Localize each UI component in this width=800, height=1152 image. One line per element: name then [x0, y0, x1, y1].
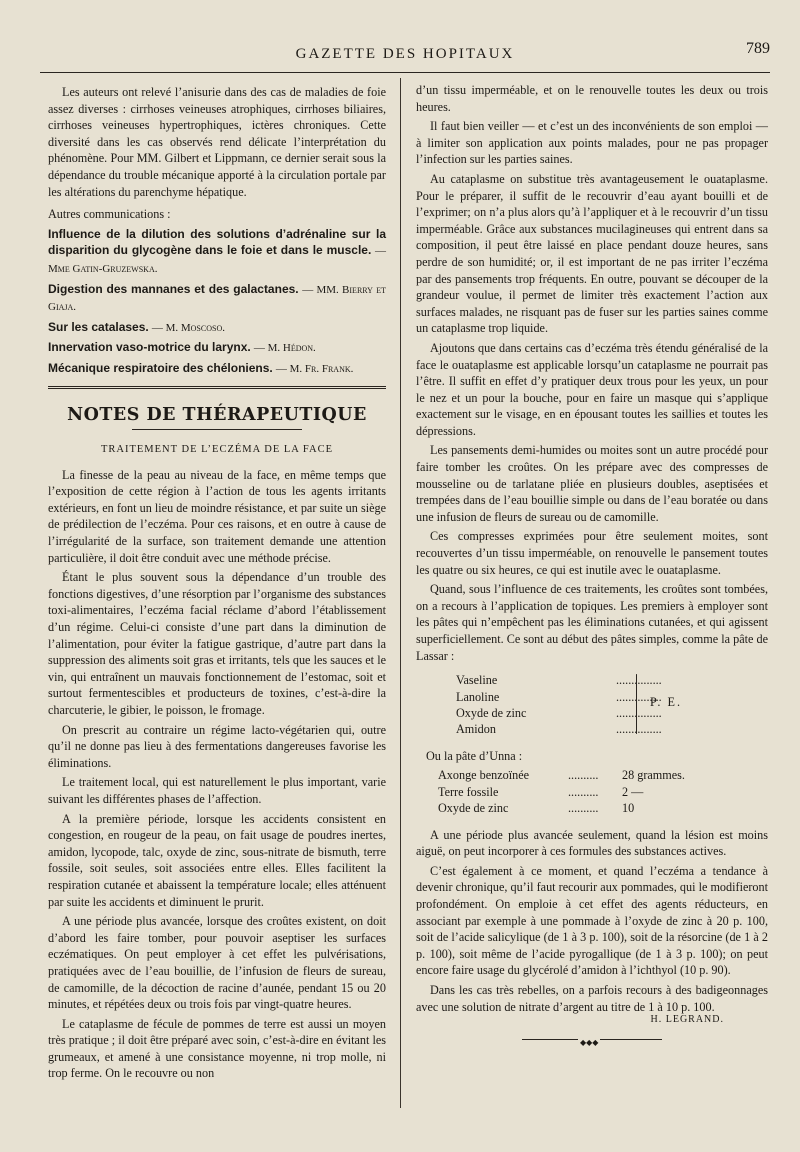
communication-item: [48, 226, 386, 278]
article-paragraph: Dans les cas très rebelles, on a parfois recours à des badigeonnages avec une solution de nitrate d’argent au titre de 1 à 10 p. 100.: [416, 982, 768, 1014]
column-divider: [400, 78, 401, 1108]
unna-paste-formula: [416, 767, 768, 816]
ingredient-quantity: 2 —: [622, 784, 644, 799]
article-paragraph: d’un tissu imperméable, et on le renouvelle toutes les deux ou trois heures.: [416, 83, 768, 114]
ingredient-name: Axonge benzoïnée: [438, 768, 530, 783]
article-paragraph: C’est également à ce moment, et quand l’eczéma a tendance à devenir chronique, qu’il faut recourir aux pommades, qui le modifieront profondément. On emploie à cet effet des agents réducteurs, en associant par exemple à une pommade à l’oxyde de zinc à 20 p. 100, soit de l’acide salicylique (de 1 à 3 p. 100), soit de la résorcine (de 1 à 2 p. 100), soit même de l’acide pyrogallique (de 1 à 3 p. 100); on peut encore faire usage du glycérolé d’amidon à l’ichthyol (10 p. 90).: [416, 863, 768, 978]
title-rule: [132, 429, 302, 430]
header-rule: [40, 72, 770, 73]
communication-item: [48, 281, 386, 316]
communication-author: — M. Fr. Frank.: [275, 362, 354, 375]
communication-title: Digestion des mannanes et des galactanes.: [48, 281, 299, 296]
article-paragraph: Ajoutons que dans certains cas d’eczéma très étendu généralisé de la face le ouataplasme est applicable lorsqu’un cataplasme ne pourrait pas l’être. Il suffit en effet d’y pratiquer deux trous pour les yeux, un pour le nez et un pour la bouche, pour en faire un masque qui s’applique exactement sur le visage, en en épousant toutes les saillies et toutes les dépressions.: [416, 340, 768, 438]
ingredient-name: Amidon: [456, 722, 496, 737]
communication-item: [48, 319, 386, 337]
communication-author: — M. Hédon.: [253, 342, 316, 355]
unna-intro: Ou la pâte d’Unna :: [426, 748, 523, 763]
ingredient-name: Lanoline: [456, 689, 500, 704]
ingredient-name: Vaseline: [456, 673, 498, 688]
page-number: 789: [746, 40, 770, 57]
formula-row: Amidon ...............: [456, 722, 662, 737]
communication-title: Influence de la dilution des solutions d’adrénaline sur la disparition du glycogène dans le foie et dans le muscle.: [48, 226, 386, 258]
communication-author: — MM. Bierry et Giaja.: [48, 283, 386, 314]
communication-title: Mécanique respiratoire des chéloniens.: [48, 360, 273, 375]
communication-item: [48, 360, 386, 378]
article-paragraph: Ces compresses exprimées pour être seulement moites, sont recouvertes d’un tissu imperméable, on renouvelle le pansement toutes les quatre ou six heures, ce qui est inutile avec le ouataplasme.: [416, 529, 768, 577]
ingredient-name: Oxyde de zinc: [456, 706, 527, 720]
formula-row: Lanoline ...............: [456, 689, 662, 704]
end-ornament: ◆◆◆: [522, 1039, 662, 1040]
ingredient-name: Terre fossile: [438, 784, 499, 799]
other-communications-label: Autres communications :: [48, 207, 171, 222]
article-paragraph: Le traitement local, qui est naturellement le plus important, varie suivant les différentes phases de l’affection.: [48, 775, 386, 806]
author-signature: H. LEGRAND.: [650, 1014, 724, 1026]
formula-row: Axonge benzoïnée .......... 28 grammes.: [438, 768, 685, 783]
ingredient-quantity: 28 grammes.: [622, 768, 685, 783]
intro-paragraph: Les auteurs ont relevé l’anisurie dans des cas de maladies de foie assez diverses : cirrhoses veineuses atrophiques, cirrhoses biliaires, cirrhoses veineuses hypertrophiques, ictères chroniques. Cette diversité dans les cas observés rend délicate l’interprétation du phénomène. Pour MM. Gilbert et Lippmann, ce dernier serait sous la dépendance du trouble mécanique apporté à la circulation portale par les altérations du parenchyme hépatique.: [48, 85, 386, 199]
article-paragraph: A une période plus avancée, lorsque des croûtes existent, on doit d’abord les faire tomber, pour pouvoir aseptiser les surfaces eczématiques. On peut employer à cet effet les pulvérisations, pratiquées avec de l’eau bouillie, de l’infusion de fleurs de sureau, de camomille, de la décoction de racine d’aunée, pendant 15 ou 20 minutes, et répétées deux ou trois fois par vingt-quatre heures.: [48, 914, 386, 1012]
article-paragraph: La finesse de la peau au niveau de la face, en même temps que l’exposition de cette région à l’action de tous les agents irritants extérieurs, en font un lieu de moindre résistance, et par suite un siège de prédilection de l’eczéma. Pour ces raisons, et en outre à cause de l’irrégularité de la surface, son traitement demande une attention particulière, il doit être conduit avec une méthode précise.: [48, 467, 386, 565]
article-paragraph: Il faut bien veiller — et c’est un des inconvénients de son emploi — à limiter son application aux points malades, pour ne pas propager l’infection sur les parties saines.: [416, 119, 768, 167]
communication-author: — M. Moscoso.: [151, 321, 225, 334]
formula-row: Vaseline ...............: [456, 673, 662, 688]
section-divider: [48, 386, 386, 389]
ingredient-name: Oxyde de zinc: [438, 801, 509, 816]
brace: [636, 674, 637, 734]
article-paragraph: On prescrit au contraire un régime lacto-végétarien qui, outre qu’il ne donne pas lieu à des fermentations dangereuses favorise les éliminations.: [48, 722, 386, 770]
formula-row: Oxyde de zinc ...............: [456, 706, 662, 720]
communication-item: [48, 339, 386, 357]
communication-author: — Mme Gatin-Gruzewska.: [48, 245, 386, 275]
article-paragraph: Au cataplasme on substitue très avantageusement le ouataplasme. Pour le préparer, il suffit de le recouvrir d’eau ayant bouilli et de l’exprimer; on n’a plus alors qu’à l’appliquer et à le recouvrir d’un tissu imperméable. Grâce aux substances mucilagineuses qui entrent dans sa composition, il peut être laissé en place pendant douze heures, sans perdre de son humidité; or, il est important de ne pas irriter l’eczéma par des pansements trop fréquents. En outre, pouvant se découper de la grandeur voulue, il permet de limiter très exactement l’action aux surfaces malades, ne risquant pas de fuser sur les parties saines comme un cataplasme trop liquide.: [416, 171, 768, 336]
section-title: NOTES DE THÉRAPEUTIQUE: [67, 404, 367, 425]
article-paragraph: Les pansements demi-humides ou moites sont un autre procédé pour faire tomber les croûtes. On les prépare avec des compresses de mousseline ou de tarlatane pliée en plusieurs doubles, aseptisées et trempées dans de l’eau bouillie simple ou dans de l’eau boratée ou dans une infusion de fleurs de sureau ou de camomille.: [416, 443, 768, 524]
communication-title: Innervation vaso-motrice du larynx.: [48, 340, 251, 355]
right-column: [416, 82, 768, 1047]
formula-row: Oxyde de zinc .......... 10: [438, 801, 635, 816]
article-paragraph: A une période plus avancée seulement, quand la lésion est moins aiguë, on peut incorporer à ces formules des substances actives.: [416, 827, 768, 859]
equal-parts-label: P. E.: [650, 695, 683, 710]
article-paragraph: Le cataplasme de fécule de pommes de terre est aussi un moyen très pratique ; il doit être préparé avec soin, c’est-à-dire en évitant les grumeaux, et amené à une consistance moyenne, ni trop molle, ni trop ferme. On le recouvre ou non: [48, 1016, 386, 1081]
lassar-paste-formula: [416, 672, 768, 738]
ingredient-quantity: 10: [622, 801, 635, 816]
formula-row: Terre fossile .......... 2 —: [438, 784, 644, 799]
communication-title: Sur les catalases.: [48, 319, 149, 334]
left-column: [48, 84, 386, 1085]
article-paragraph: A la première période, lorsque les accidents consistent en congestion, en rougeur de la peau, on fait usage de poudres inertes, amidon, lycopode, talc, oxyde de zinc, sous-nitrate de bismuth, terre fossile, soit seules, soit associées entre elles. Elles facilitent la respiration cutanée et abaissent la température locale; elles atténuent par suite les accidents et diminuent le prurit.: [48, 811, 386, 909]
page-header: [40, 40, 770, 68]
article-paragraph: Quand, sous l’influence de ces traitements, les croûtes sont tombées, on a recours à l’application de topiques. Les premiers à employer sont les pâtes qui n’empêchent pas les éliminations cutanées, et qui agissent superficiellement. Ce sont au début des pâtes simples, comme la pâte de Lassar :: [416, 582, 768, 663]
article-paragraph: Étant le plus souvent sous la dépendance d’un trouble des fonctions digestives, d’une résorption par l’organisme des substances toxi-alimentaires, l’eczéma facial réclame d’abord l’établissement d’un régime. Celui-ci consiste d’une part dans la diminution de l’alimentation, pour éviter la fatigue gastrique, d’autre part dans la suppression des aliments soit gras et irritants, tels que les sauces et le vin, qui entraînent un mauvais fonctionnement de l’estomac, soit et surtout fermentescibles et producteurs de toxines, c’est-à-dire la charcuterie, le gibier, le poisson, le fromage.: [48, 570, 386, 717]
article-title: TRAITEMENT DE L’ECZÉMA DE LA FACE: [100, 444, 333, 456]
journal-title: GAZETTE DES HOPITAUX: [295, 46, 515, 62]
